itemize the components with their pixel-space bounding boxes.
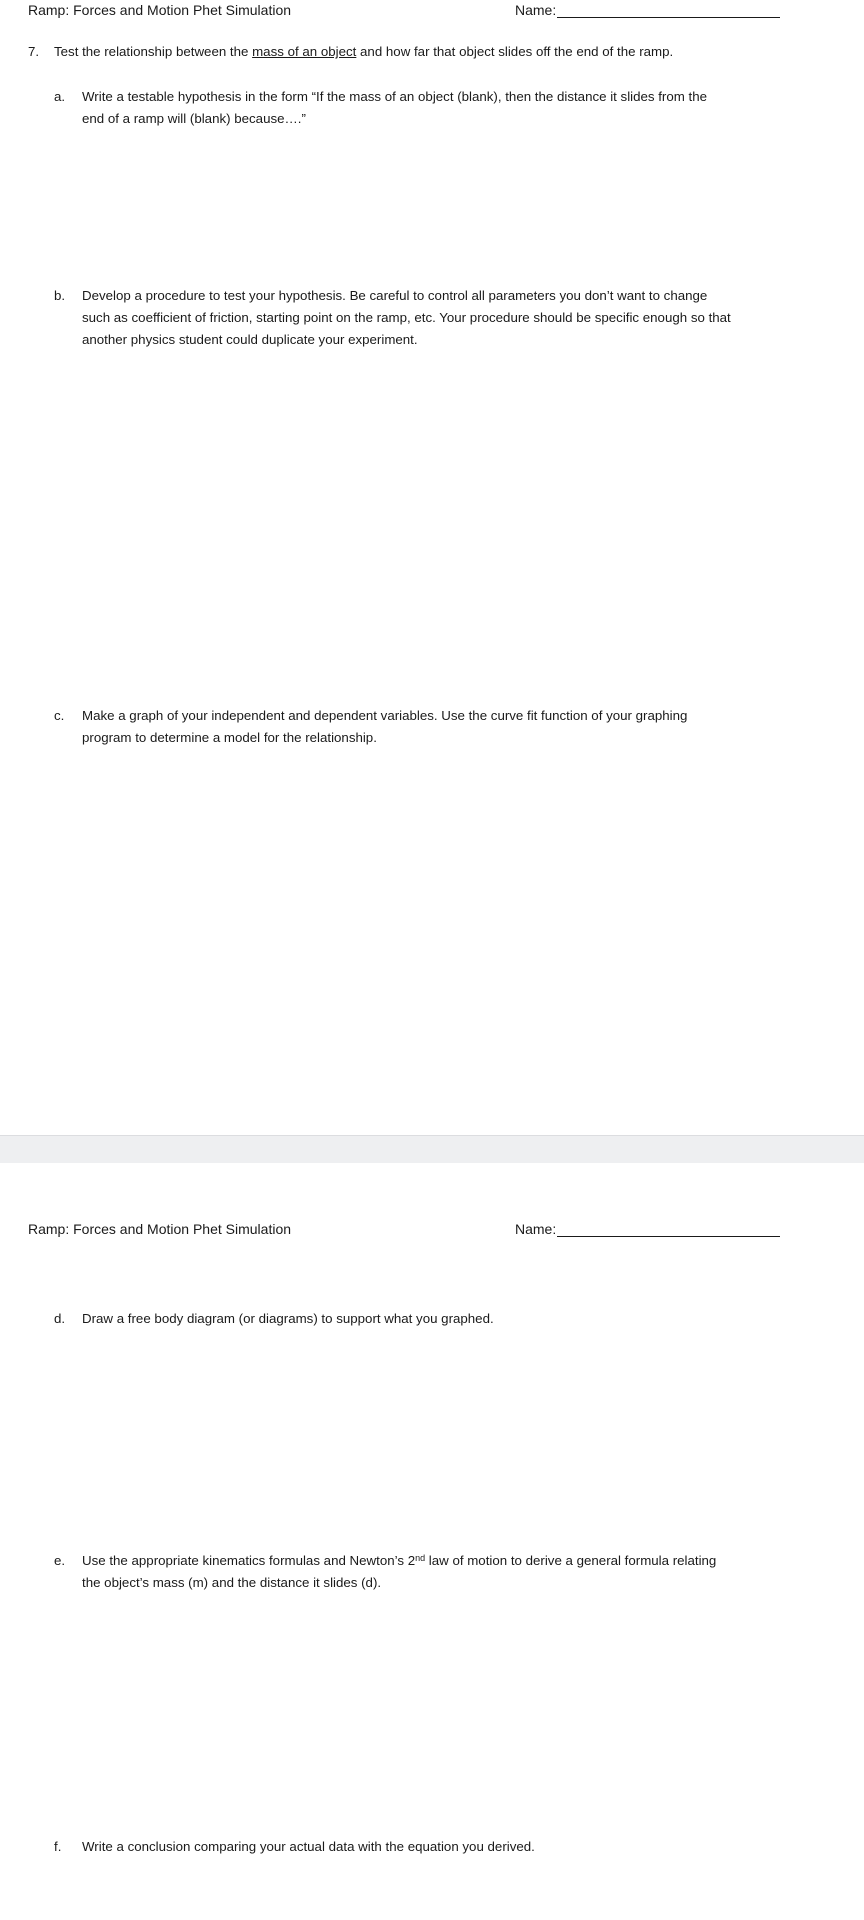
item-a-line-2: end of a ramp will (blank) because….” [82,111,306,126]
item-b-line-1: Develop a procedure to test your hypothesis. Be careful to control all parameters you don’t want to change [82,288,708,303]
name-blank-line [557,3,780,18]
question-text-before: Test the relationship between the [54,44,253,59]
item-c-line-1: Make a graph of your independent and dependent variables. Use the curve fit function of your graphing [82,708,688,723]
name-label: Name: [515,1221,557,1237]
worksheet-page-2 [0,1163,864,1920]
question-text-after: and how far that object slides off the end of the ramp. [356,44,674,59]
item-letter: b. [54,288,66,303]
question-number: 7. [28,44,40,59]
superscript-nd: nd [415,1553,426,1563]
name-field [515,2,780,18]
page-header [28,2,784,22]
item-d-line-1: Draw a free body diagram (or diagrams) to support what you graphed. [82,1311,494,1326]
item-f-line-1: Write a conclusion comparing your actual data with the equation you derived. [82,1839,535,1854]
item-letter: f. [54,1839,62,1854]
item-letter: d. [54,1311,66,1326]
page-separator [0,1135,864,1163]
name-label: Name: [515,2,557,18]
worksheet-title: Ramp: Forces and Motion Phet Simulation [28,1221,292,1237]
item-e-line-1-rest: law of motion to derive a general formula relating [425,1553,717,1568]
item-c-line-2: program to determine a model for the relationship. [82,730,377,745]
item-e-line-1-text: Use the appropriate kinematics formulas and Newton’s 2 [82,1553,416,1568]
item-letter: e. [54,1553,66,1568]
item-letter: a. [54,89,66,104]
item-letter: c. [54,708,65,723]
name-field [515,1221,780,1237]
item-e-line-2: the object’s mass (m) and the distance it slides (d). [82,1575,382,1590]
page-header [28,1221,784,1241]
question-underlined-text: mass of an object [252,44,357,59]
question-7 [28,44,673,59]
item-e-line-1 [82,1550,802,1572]
item-a-line-1: Write a testable hypothesis in the form “If the mass of an object (blank), then the distance it slides from the [82,89,708,104]
worksheet-title: Ramp: Forces and Motion Phet Simulation [28,2,292,18]
name-blank-line [557,1222,780,1237]
item-b-line-3: another physics student could duplicate your experiment. [82,332,418,347]
item-b-line-2: such as coefficient of friction, starting point on the ramp, etc. Your procedure should be specific enough so that [82,310,731,325]
